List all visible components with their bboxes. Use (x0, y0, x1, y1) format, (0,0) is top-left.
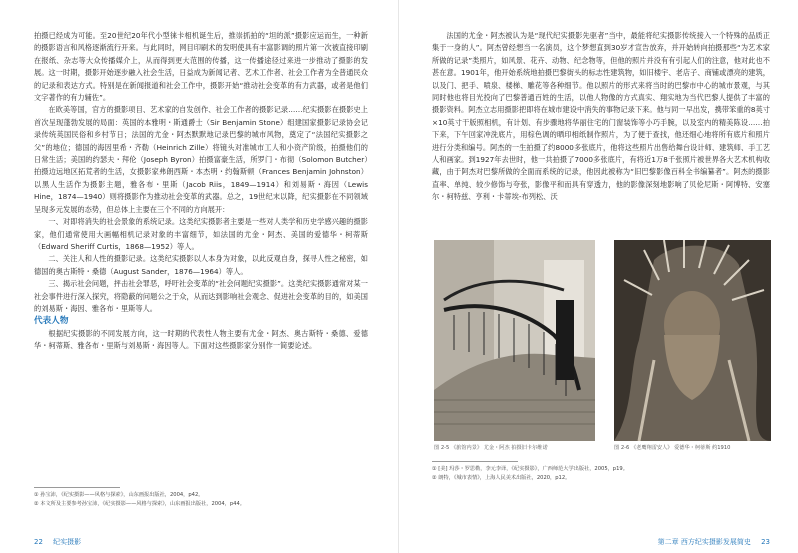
right-footnote-2: ② 朗特，《城市表情》，上海人民美术出版社，2020，p12。 (432, 475, 571, 481)
left-list-item-2: 二、关注人和人性的摄影记录。这类纪实摄影以人本身为对象，以此反观自身，探寻人性之秘密，如德国的奥古斯特・桑德（August Sander，1876—1964）等人。 (34, 254, 368, 276)
figure-caption-right: 图 2-6 《老鹰翔雷安人》 爱德华・柯蒂斯 约1910 (614, 445, 731, 451)
left-list-item-1: 一、对即将消失的社会景象的系统记录。这类纪实摄影者主要是一些对人类学和历史学感兴趣的摄影家，他们通常使用大画幅相机记录对象的丰富细节，如法国的尤金・阿杰、美国的爱德华・柯蒂斯（Edward Sheriff Curtis，1868—1952）等人。 (34, 217, 368, 251)
left-body (34, 30, 368, 353)
staircase-illustration (434, 240, 595, 441)
footnote-rule (34, 487, 120, 488)
right-footnote-rule (432, 461, 518, 462)
figure-caption-left: 图 2-5 《旅馆内景》 尤金・阿杰 拍摄旧卡尔维诺 (434, 445, 548, 451)
page-number: 22 (34, 538, 43, 546)
right-body (432, 30, 770, 248)
left-footnote-1: ① 孙宝沛，《纪实摄影——风格与探索》，山东画报出版社，2004，p42。 (34, 492, 204, 498)
right-footer (658, 537, 770, 547)
left-paragraph-1: 拍摄已经成为可能。至20世纪20年代小型徕卡相机诞生后，推崇抓拍的“坦的派”摄影应运而生，一种新的摄影语言和风格逐渐流行开来。与此同时，网目印刷术的发明使具有丰富影调的照片第一次被直接印刷在报纸、杂志等大众传播媒介上，从而得到更大范围的传播，这一传播途径过来进一步推动了摄影的发展。这一时期，摄影开始逐步融入社会生活，日益成为新闻记者、艺术工作者、社会工作者为全普通民众的记录和表达方式。特别是在新闻报道和社会工作中，摄影开始“推动社会变革的有力武器，或者是他们文字著作的有力辅佐”。 (34, 31, 368, 103)
right-footnote-1: ① [美] 玛莎・罗思勒，李元李译，《纪实摄影》，广西师范大学出版社，2005，p19。 (432, 466, 628, 472)
left-paragraph-3: 根据纪实摄影的不同发展方向，这一时期的代表性人物主要有尤金・阿杰、奥古斯特・桑德、爱德华・柯蒂斯、雅各布・里斯与刘易斯・海因等人。下面对这些摄影家分别作一简要论述。 (34, 328, 368, 351)
right-footnotes (432, 465, 770, 483)
right-paragraph-1: 法国的尤金・阿杰被认为是“现代纪实摄影先驱者”当中，最能将纪实摄影传统接入一个特殊的品质正集于一身的人”。阿杰曾经想当一名演员，这个梦想直到30岁才宣告放弃，并开始转向拍摄那些“为艺术家所做的记录”类照片，如风景、花卉、动物、纪念物等，但他的照片并没有有引起人们的注意，他对此也不甚在意。1901年，他开始系统地拍摄巴黎街头的标志性建筑物，如旧楼宇、老店子、商铺或漂亮的建筑，以及门、把手、喷泉、楼梯、雕花等各种细节。他以照片的形式来将当时的巴黎市中心的城市景观，与其同时他也将目光投向了巴黎普通百姓的生活，以他人物像的方式真实、翔实地为当代巴黎人提供了丰富的摄影资料。阿杰立志用摄影把即将在城市建设中消失的事物记录下来。他与同一早出发，携带笨重的8英寸×10英寸干版照相机，有计划、有步骤地将华丽住宅的门窗装饰等小巧手腕，以及室内的精美陈设……拍下来，下午回家冲洗底片，用棕色调的晒印相纸制作照片，为了便于查找，他还细心地将所有底片和照片进行分类和编号。阿杰的一生拍摄了约8000多张底片，他将这些照片出售给舞台设计师、建筑师、手工艺人和画家。到1927年去世时，他一共拍摄了7000多张底片，有将近1万8千张照片被世界各大艺术机构收藏，由于阿杰对巴黎所做的全面而系统的记录，他因此被称为“旧巴黎影像百科全书编纂者”。阿杰的摄影直率、单纯、较少修饰与夸张，影像平和而具有穿透力，他的影像深刻地影响了贝伦尼斯・阿博特、安塞尔・柯特兹、亨利・卡蒂埃-布列松、沃 (432, 31, 770, 202)
left-footnotes (34, 491, 368, 509)
portrait-illustration (614, 240, 771, 441)
portrait-photo (614, 240, 771, 441)
left-footer (34, 537, 81, 547)
left-list-item-3: 三、揭示社会问题，抨击社会罪恶，呼吁社会变革的“社会问题纪实摄影”。这类纪实摄影通常对某一社会事件进行深入探究，将隐蔽的问题公之于众，从而达到影响社会观念、促进社会变革的目的，如美国的刘易斯・海因、雅各布・里斯等人。 (34, 279, 368, 313)
staircase-photo (434, 240, 595, 441)
left-paragraph-2: 在欧美等国，官方的摄影项目、艺术家的自发创作、社会工作者的摄影记录……纪实摄影在摄影史上首次呈现蓬勃发展的局面：英国的本雅明・斯通爵士（Sir Benjamin Stone）组建国家摄影记录协会记录传统英国民俗和乡村节日；法国的尤金・阿杰默默地记录巴黎的城市风物，奠定了“法国纪实摄影之父”的地位；德国的海因里希・齐勒（Heinrich Zille）将镜头对准城市工人和小资产阶级，拍摄他们的日常生活；美国的约瑟夫・拜伦（Joseph Byron）拍摄富豪生活，所罗门・布彻（Solomon Butcher）拍摄边远地区拓荒者的生活，女摄影家弗朗西斯・本杰明・约翰斯顿（Frances Benjamin Johnston）以黑人生活作为摄影主题，雅各布・里斯（Jacob Riis，1849—1914）和刘易斯・海因（Lewis Hine，1874—1940）则将摄影作为推动社会变革的武器。总之，19世纪末以降，纪实摄影在不同领域呈现多元发展的态势，但总体上主要在三个不同的方向展开： (34, 105, 368, 214)
left-footnote-2: ② 本文所及主要参考孙宝沛，《纪实摄影——风格与探索》，山东画报出版社，2004，p44。 (34, 501, 245, 507)
section-title: 代表人物 (34, 316, 69, 327)
footer-title: 纪实摄影 (53, 538, 82, 546)
chapter-title: 第二章 西方纪实摄影发展简史 (657, 538, 751, 546)
page-number-right: 23 (761, 538, 770, 546)
right-page (399, 0, 798, 553)
